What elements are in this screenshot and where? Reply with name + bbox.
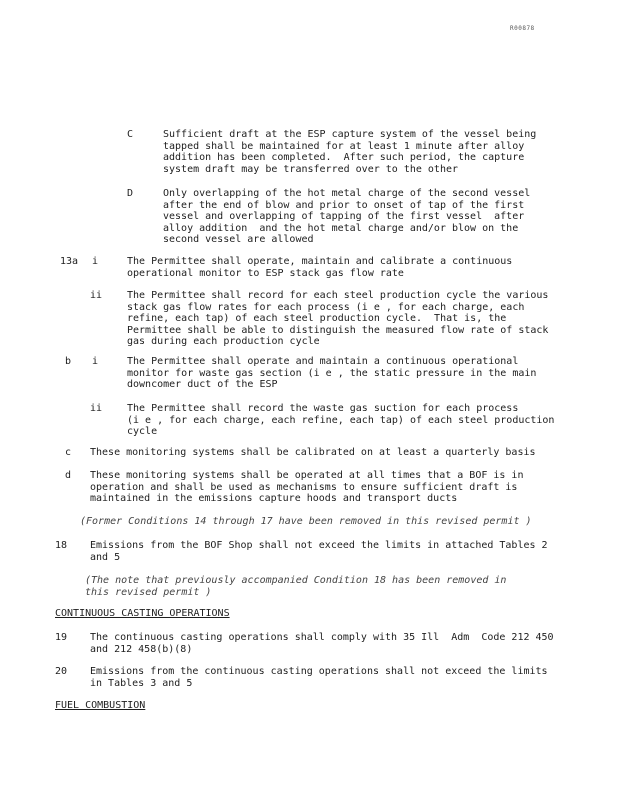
item-13a-ii-marker: ii bbox=[90, 290, 103, 301]
item-d-text: Only overlapping of the hot metal charge of the second vessel after the end of blow and prior to onset of tap of the first vessel and overlapping of tapping of the first vessel after alloy addition and the hot metal charge and/or blow on the second vessel are allowed bbox=[163, 188, 531, 245]
item-d2-number: d bbox=[65, 470, 72, 481]
item-13a-number: 13a bbox=[60, 256, 79, 267]
condition-18-number: 18 bbox=[55, 540, 68, 551]
item-13a-ii-text: The Permittee shall record for each steel production cycle the various stack gas flow rates for each process (i e , for each charge, each refine, each tap) of each steel production cycle. That is, the Permittee shall be able to distinguish the measured flow rate of stack gas during each production cycle bbox=[127, 290, 549, 347]
note-condition-18-removed: (The note that previously accompanied Condition 18 has been removed in this revised permit ) bbox=[85, 575, 507, 598]
condition-19-text: The continuous casting operations shall comply with 35 Ill Adm Code 212 450 and 212 458(b)(8) bbox=[90, 632, 554, 655]
item-b-i-marker: i bbox=[92, 356, 99, 367]
document-id: R00878 bbox=[510, 25, 535, 32]
item-b-i-text: The Permittee shall operate and maintain a continuous operational monitor for waste gas section (i e , the static pressure in the main downcomer duct of the ESP bbox=[127, 356, 537, 390]
item-d2-text: These monitoring systems shall be operated at all times that a BOF is in operation and shall be used as mechanisms to ensure sufficient draft is maintained in the emissions capture hoods and transport ducts bbox=[90, 470, 524, 504]
item-d-marker: D bbox=[127, 188, 134, 199]
item-b-number: b bbox=[65, 356, 72, 367]
item-c2-number: c bbox=[65, 447, 72, 458]
heading-fuel-combustion: FUEL COMBUSTION bbox=[55, 700, 146, 711]
item-b-ii-text: The Permittee shall record the waste gas suction for each process (i e , for each charge, each refine, each tap) of each steel production cycle bbox=[127, 403, 555, 437]
item-c2-text: These monitoring systems shall be calibrated on at least a quarterly basis bbox=[90, 447, 536, 458]
item-13a-i-text: The Permittee shall operate, maintain and calibrate a continuous operational monitor to ESP stack gas flow rate bbox=[127, 256, 513, 279]
note-conditions-removed: (Former Conditions 14 through 17 have been removed in this revised permit ) bbox=[80, 516, 532, 527]
condition-18-text: Emissions from the BOF Shop shall not exceed the limits in attached Tables 2 and 5 bbox=[90, 540, 548, 563]
item-c-marker: C bbox=[127, 129, 134, 140]
heading-continuous-casting: CONTINUOUS CASTING OPERATIONS bbox=[55, 608, 230, 619]
condition-19-number: 19 bbox=[55, 632, 68, 643]
condition-20-text: Emissions from the continuous casting operations shall not exceed the limits in Tables 3 and 5 bbox=[90, 666, 548, 689]
item-13a-i-marker: i bbox=[92, 256, 99, 267]
item-c-text: Sufficient draft at the ESP capture system of the vessel being tapped shall be maintained for at least 1 minute after alloy addition has been completed. After such period, the capture system draft may be transferred over to the other bbox=[163, 129, 537, 175]
condition-20-number: 20 bbox=[55, 666, 68, 677]
item-b-ii-marker: ii bbox=[90, 403, 103, 414]
